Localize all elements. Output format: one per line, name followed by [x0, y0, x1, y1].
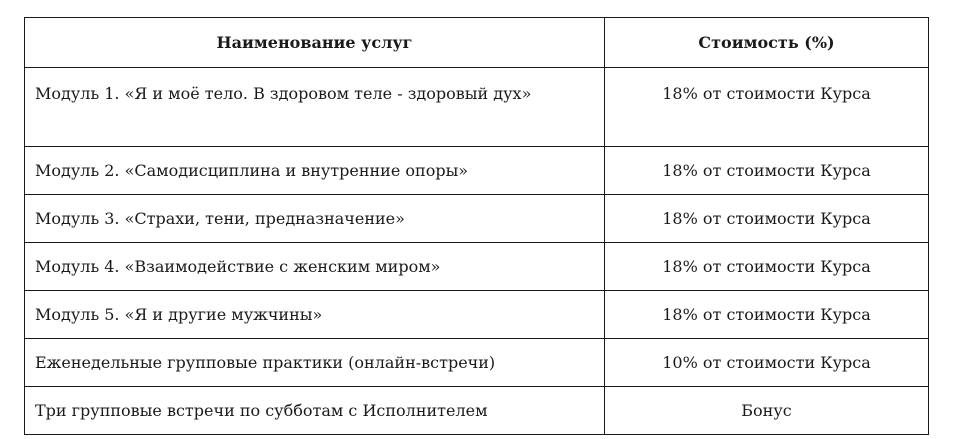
table-row — [25, 339, 929, 387]
service-price-cell: 10% от стоимости Курса — [605, 339, 929, 387]
service-price-cell: 18% от стоимости Курса — [605, 291, 929, 339]
service-price-cell: Бонус — [605, 387, 929, 435]
service-name-cell: Модуль 2. «Самодисциплина и внутренние опоры» — [25, 147, 605, 195]
service-name-cell: Модуль 1. «Я и моё тело. В здоровом теле - здоровый дух» — [25, 68, 605, 147]
service-price-cell: 18% от стоимости Курса — [605, 68, 929, 147]
service-name-cell: Модуль 4. «Взаимодействие с женским миром» — [25, 243, 605, 291]
services-table — [24, 17, 929, 435]
table-row — [25, 291, 929, 339]
table-row — [25, 387, 929, 435]
table-row — [25, 68, 929, 147]
service-name-cell: Три групповые встречи по субботам с Исполнителем — [25, 387, 605, 435]
table-header-row — [25, 18, 929, 68]
service-price-cell: 18% от стоимости Курса — [605, 243, 929, 291]
service-price-cell: 18% от стоимости Курса — [605, 147, 929, 195]
service-name-cell: Модуль 3. «Страхи, тени, предназначение» — [25, 195, 605, 243]
table-row — [25, 147, 929, 195]
table-row — [25, 195, 929, 243]
service-price-cell: 18% от стоимости Курса — [605, 195, 929, 243]
header-price: Стоимость (%) — [605, 18, 929, 68]
header-service-name: Наименование услуг — [25, 18, 605, 68]
service-name-cell: Модуль 5. «Я и другие мужчины» — [25, 291, 605, 339]
table-row — [25, 243, 929, 291]
service-name-cell: Еженедельные групповые практики (онлайн-встречи) — [25, 339, 605, 387]
